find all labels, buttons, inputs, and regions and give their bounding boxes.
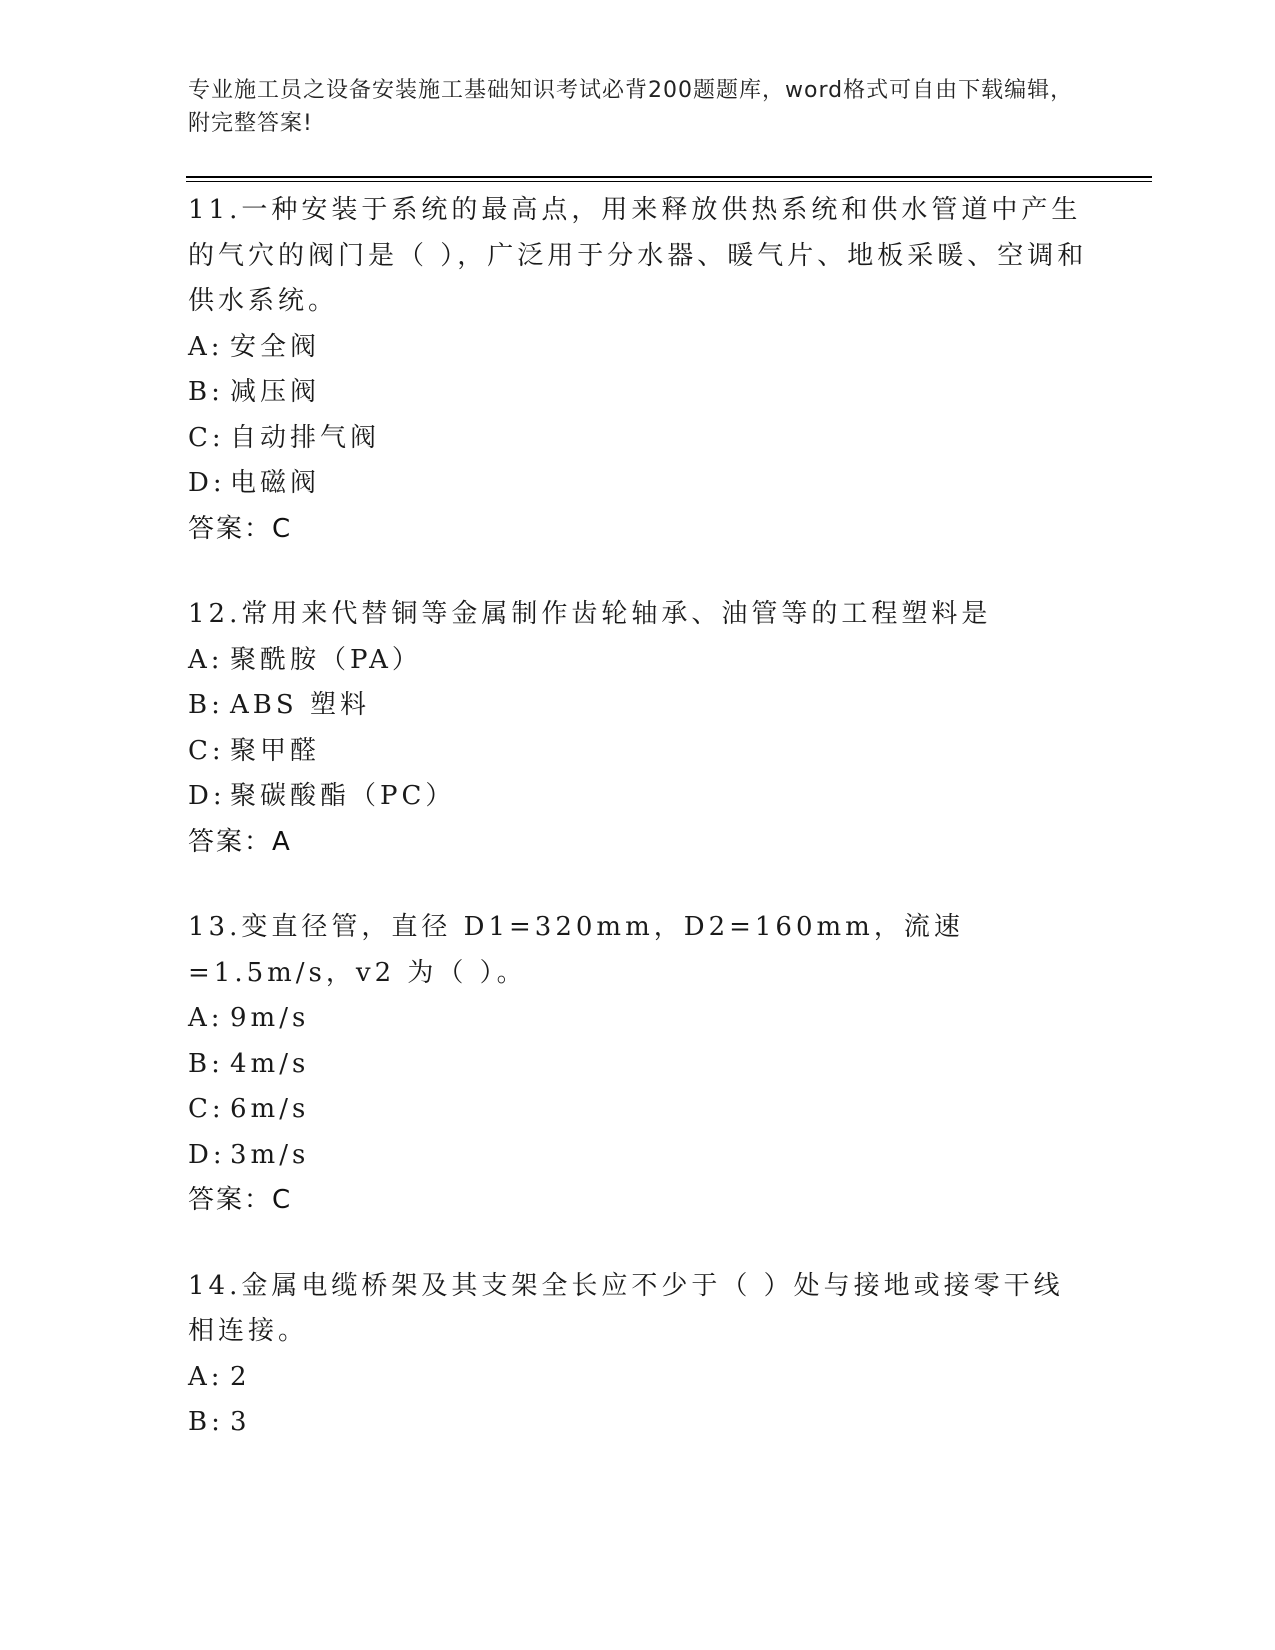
option-text: 聚酰胺（PA）	[230, 644, 422, 675]
option-text: 电磁阀	[230, 468, 321, 498]
option-a	[188, 996, 1088, 1042]
option-text: 4m/s	[230, 1048, 310, 1079]
option-d	[188, 774, 1088, 820]
option-key: C:	[188, 422, 225, 453]
option-key: A:	[188, 331, 224, 362]
option-a	[188, 1355, 1088, 1401]
question-stem: 14.金属电缆桥架及其支架全长应不少于（ ）处与接地或接零干线相连接。	[188, 1270, 1064, 1346]
question-stem: 13.变直径管，直径 D1=320mm，D2=160mm，流速=1.5m/s，v2 为（ ）。	[188, 912, 964, 988]
option-key: B:	[188, 377, 224, 407]
option-c	[188, 1087, 1088, 1133]
option-a	[188, 638, 1088, 684]
option-text: 减压阀	[230, 377, 321, 407]
option-key: C:	[188, 735, 225, 766]
option-b	[188, 1042, 1088, 1088]
option-text: 聚甲醛	[230, 735, 321, 766]
option-key: D:	[188, 781, 226, 811]
question-12	[188, 592, 1088, 865]
option-text: 6m/s	[230, 1094, 310, 1124]
answer-line: 答案：C	[188, 1185, 293, 1215]
question-stem: 12.常用来代替铜等金属制作齿轮轴承、油管等的工程塑料是	[188, 599, 992, 629]
answer-line: 答案：A	[188, 826, 292, 857]
question-14	[188, 1264, 1088, 1446]
option-text: 自动排气阀	[230, 422, 381, 453]
option-b	[188, 370, 1088, 416]
option-text: 聚碳酸酯（PC）	[230, 781, 456, 811]
option-text: ABS 塑料	[230, 690, 370, 720]
option-text: 3	[230, 1407, 251, 1437]
option-d	[188, 461, 1088, 507]
option-b	[188, 683, 1088, 729]
option-text: 3m/s	[230, 1139, 310, 1170]
option-c	[188, 416, 1088, 462]
document-header: 专业施工员之设备安装施工基础知识考试必背200题题库，word格式可自由下载编辑，附完整答案!	[188, 78, 1074, 136]
question-13	[188, 905, 1088, 1224]
option-key: B:	[188, 690, 224, 720]
option-key: A:	[188, 1003, 224, 1033]
option-text: 2	[230, 1361, 251, 1392]
option-text: 9m/s	[230, 1003, 310, 1033]
option-key: C:	[188, 1094, 225, 1124]
option-key: A:	[188, 644, 224, 675]
option-text: 安全阀	[230, 331, 321, 362]
question-stem: 11.一种安装于系统的最高点，用来释放供热系统和供水管道中产生的气穴的阀门是（ ），广泛用于分水器、暖气片、地板采暖、空调和供水系统。	[188, 195, 1088, 316]
option-key: B:	[188, 1407, 224, 1437]
option-d	[188, 1133, 1088, 1179]
header-rule-thick	[186, 176, 1152, 178]
question-11	[188, 188, 1088, 552]
answer-line: 答案：C	[188, 513, 293, 544]
option-b	[188, 1400, 1088, 1446]
option-key: A:	[188, 1361, 224, 1392]
header-rule-thin	[186, 181, 1152, 182]
option-a	[188, 325, 1088, 371]
option-key: B:	[188, 1048, 224, 1079]
option-key: D:	[188, 468, 226, 498]
option-c	[188, 729, 1088, 775]
option-key: D:	[188, 1139, 226, 1170]
question-list	[188, 188, 1088, 1486]
